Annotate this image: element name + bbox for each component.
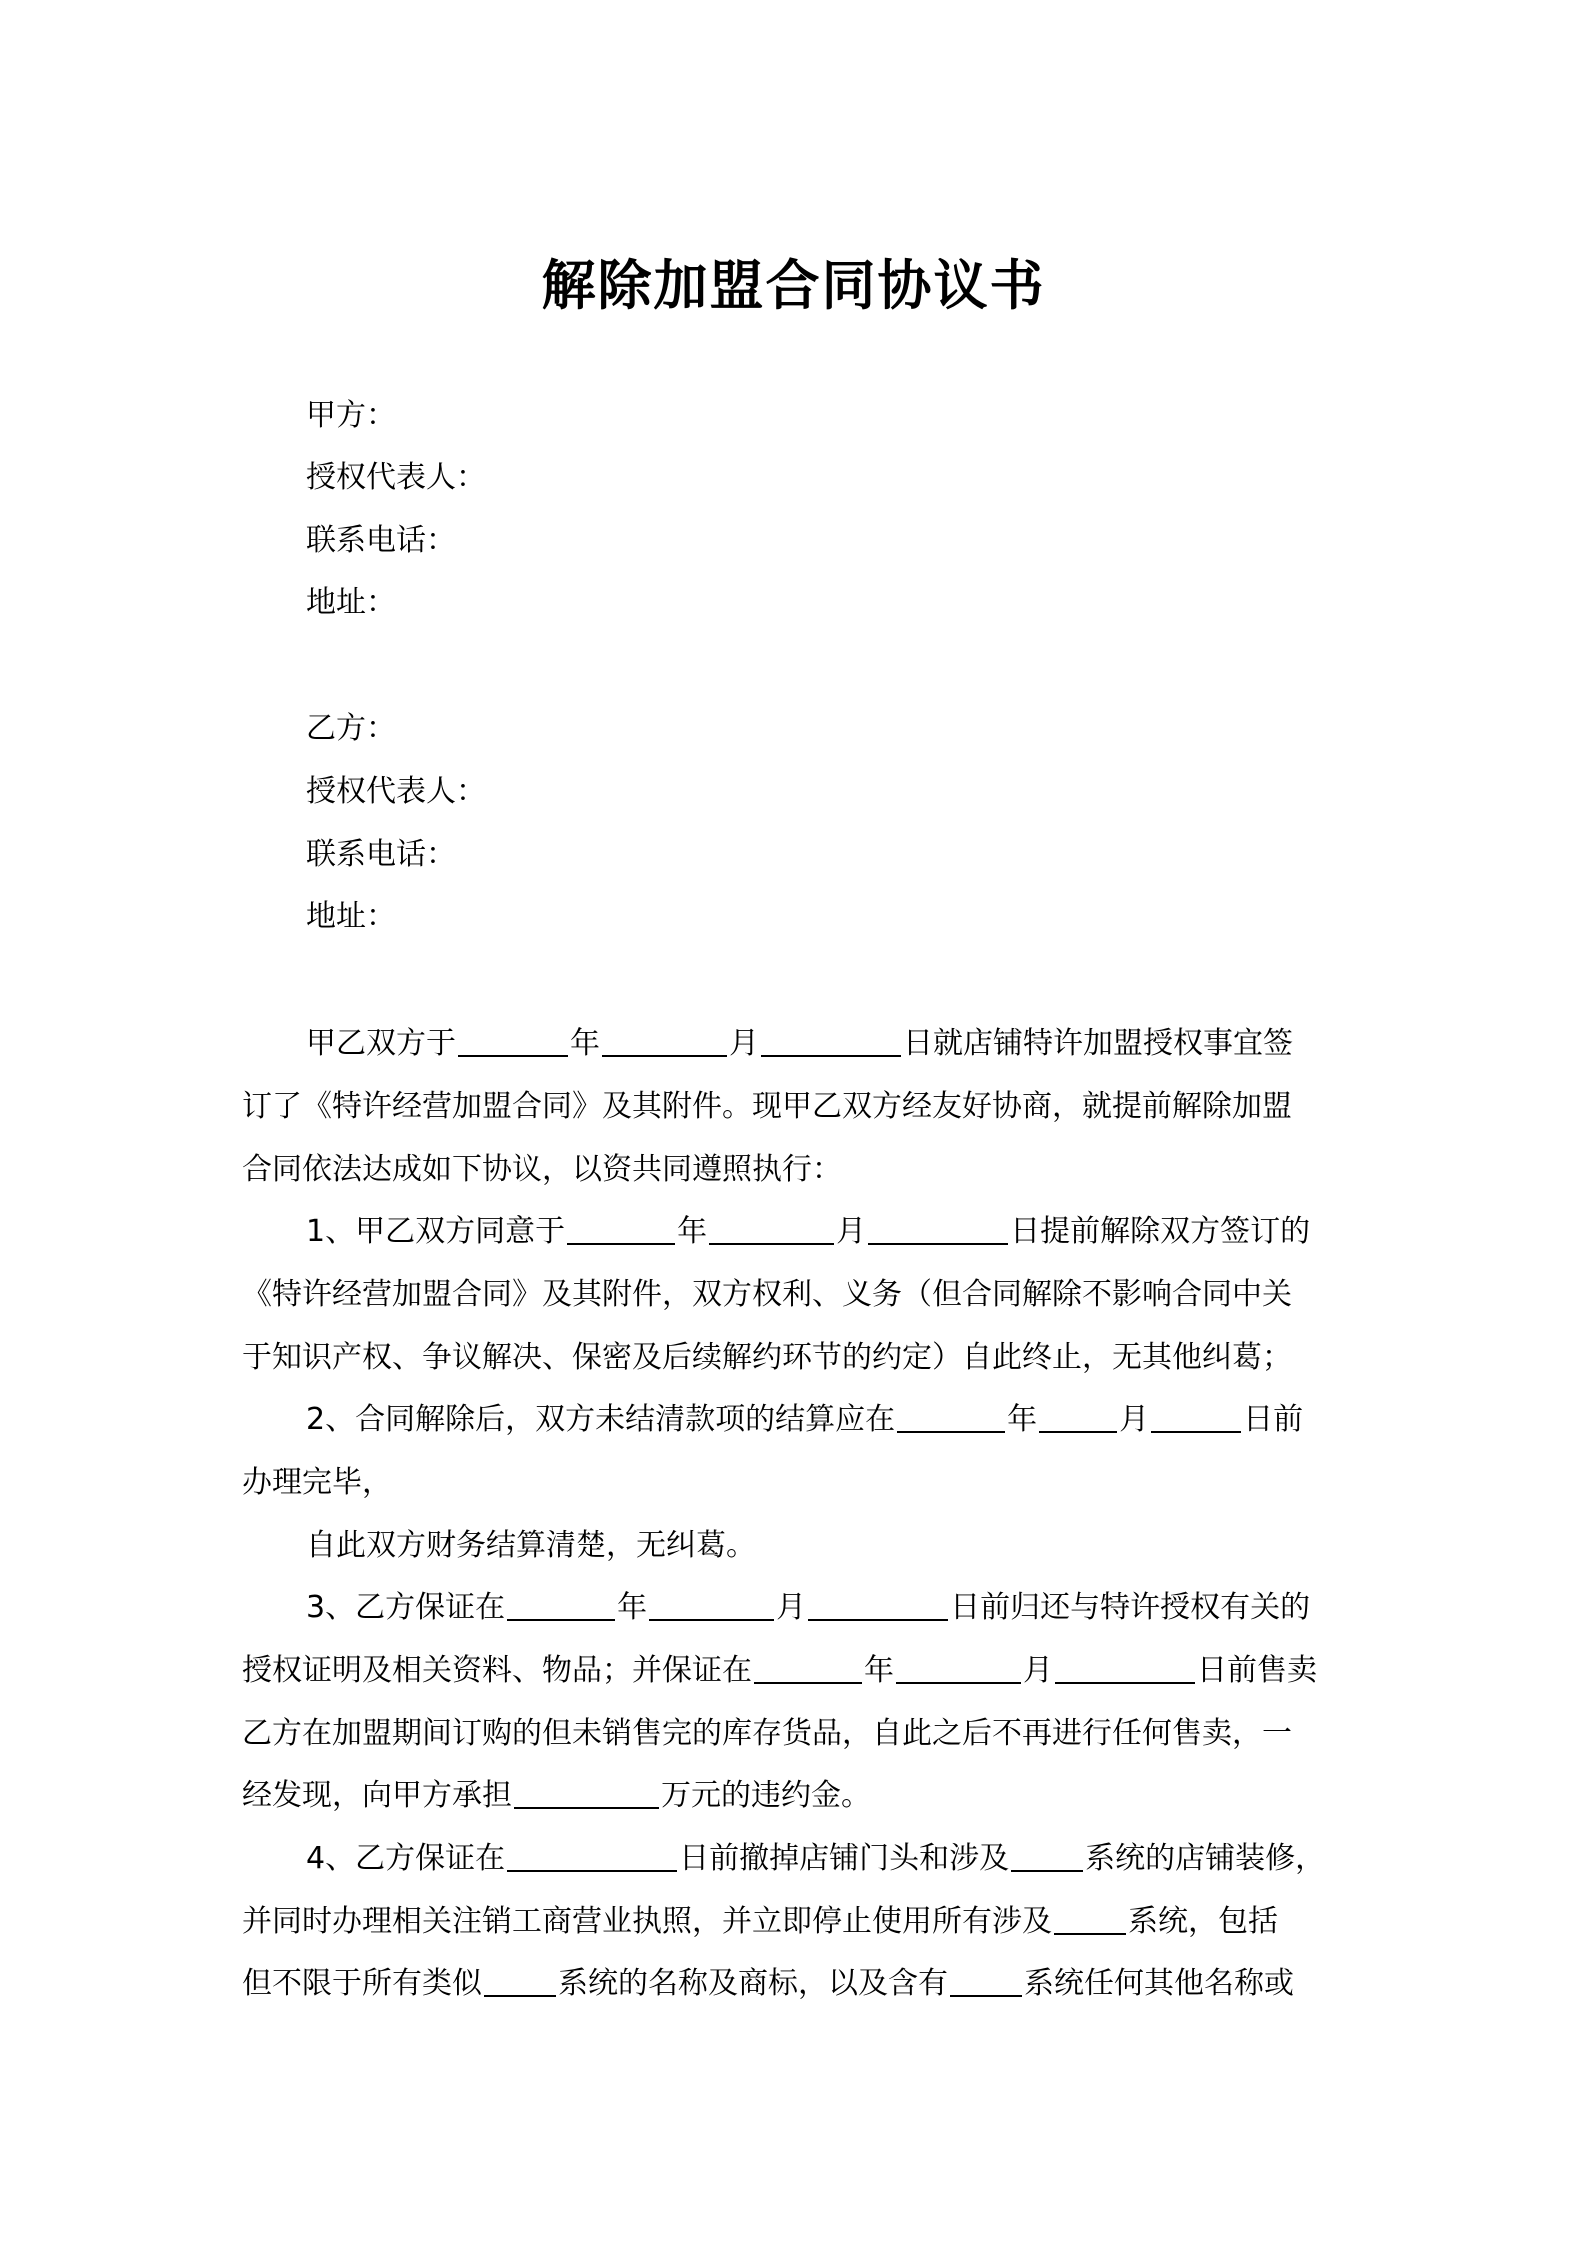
clause-2-line-3: 自此双方财务结算清楚，无纠葛。	[306, 1528, 756, 1563]
blank-month	[602, 1025, 727, 1057]
clause-4-line-2	[242, 1902, 1278, 1942]
party-a-phone-label: 联系电话：	[306, 523, 456, 558]
clause-1-line-3: 于知识产权、争议解决、保密及后续解约环节的约定）自此终止，无其他纠葛；	[242, 1340, 1292, 1375]
clause-text: 日前售卖	[1197, 1653, 1317, 1688]
party-a-address-label: 地址：	[306, 585, 396, 620]
party-b-name-label: 乙方：	[306, 711, 396, 746]
blank-month	[649, 1589, 774, 1621]
year-label: 年	[617, 1590, 648, 1625]
clause-1-line-1	[306, 1212, 1310, 1252]
clause-4-line-3	[242, 1964, 1294, 2004]
clause-text: 系统的店铺装修，	[1085, 1841, 1326, 1876]
clause-4-line-1	[306, 1839, 1325, 1879]
month-label: 月	[1119, 1402, 1150, 1437]
blank-year	[567, 1213, 675, 1245]
clause-text: 日提前解除双方签订的	[1010, 1214, 1311, 1249]
clause-text: 4、乙方保证在	[306, 1841, 506, 1876]
intro-text: 甲乙双方于	[306, 1026, 456, 1061]
clause-2-line-1	[306, 1400, 1303, 1440]
clause-3-line-2	[242, 1651, 1317, 1691]
month-label: 月	[836, 1214, 867, 1249]
blank-day	[808, 1589, 948, 1621]
blank-day	[1151, 1401, 1241, 1433]
intro-line-2: 订了《特许经营加盟合同》及其附件。现甲乙双方经友好协商，就提前解除加盟	[242, 1089, 1292, 1124]
clause-text: 授权证明及相关资料、物品；并保证在	[242, 1653, 752, 1688]
party-b-address-label: 地址：	[306, 899, 396, 934]
blank-day	[1055, 1652, 1195, 1684]
clause-text: 日前	[1243, 1402, 1304, 1437]
clause-text: 系统的名称及商标，以及含有	[558, 1966, 948, 2001]
clause-1-line-2: 《特许经营加盟合同》及其附件，双方权利、义务（但合同解除不影响合同中关	[242, 1277, 1292, 1312]
month-label: 月	[1023, 1653, 1053, 1688]
blank-month	[896, 1652, 1021, 1684]
blank-system	[1054, 1903, 1126, 1935]
month-label: 月	[776, 1590, 807, 1625]
party-b-rep-label: 授权代表人：	[306, 774, 486, 809]
blank-system	[1011, 1840, 1083, 1872]
clause-text: 并同时办理相关注销工商营业执照，并立即停止使用所有涉及	[242, 1904, 1052, 1939]
blank-year	[754, 1652, 862, 1684]
blank-month	[1039, 1401, 1117, 1433]
year-label: 年	[864, 1653, 894, 1688]
blank-system	[484, 1965, 556, 1997]
clause-text: 系统任何其他名称或	[1024, 1966, 1294, 2001]
clause-text: 日前归还与特许授权有关的	[950, 1590, 1311, 1625]
blank-amount	[514, 1777, 659, 1809]
clause-2-line-2: 办理完毕，	[242, 1465, 392, 1500]
clause-text: 但不限于所有类似	[242, 1966, 482, 2001]
intro-line-1	[306, 1024, 1293, 1064]
clause-3-line-4	[242, 1776, 871, 1816]
party-b-phone-label: 联系电话：	[306, 837, 456, 872]
document-title: 解除加盟合同协议书	[541, 253, 1046, 317]
blank-year	[458, 1025, 568, 1057]
party-a-name-label: 甲方：	[306, 398, 396, 433]
blank-day	[868, 1213, 1008, 1245]
blank-day	[761, 1025, 901, 1057]
clause-text: 日前撤掉店铺门头和涉及	[679, 1841, 1010, 1876]
clause-text: 1、甲乙双方同意于	[306, 1214, 566, 1249]
intro-text: 日就店铺特许加盟授权事宜签	[903, 1026, 1293, 1061]
clause-3-line-1	[306, 1588, 1310, 1628]
blank-year	[897, 1401, 1005, 1433]
clause-text: 2、合同解除后，双方未结清款项的结算应在	[306, 1402, 896, 1437]
clause-text: 经发现，向甲方承担	[242, 1778, 512, 1813]
month-label: 月	[729, 1026, 759, 1061]
clause-text: 系统，包括	[1128, 1904, 1278, 1939]
year-label: 年	[570, 1026, 600, 1061]
year-label: 年	[1007, 1402, 1038, 1437]
party-a-rep-label: 授权代表人：	[306, 460, 486, 495]
intro-line-3: 合同依法达成如下协议，以资共同遵照执行：	[242, 1152, 842, 1187]
blank-date	[507, 1840, 677, 1872]
clause-text: 3、乙方保证在	[306, 1590, 506, 1625]
clause-text: 万元的违约金。	[661, 1778, 871, 1813]
year-label: 年	[677, 1214, 708, 1249]
blank-year	[507, 1589, 615, 1621]
blank-month	[709, 1213, 834, 1245]
blank-system	[950, 1965, 1022, 1997]
clause-3-line-3: 乙方在加盟期间订购的但未销售完的库存货品，自此之后不再进行任何售卖，一	[242, 1716, 1292, 1751]
